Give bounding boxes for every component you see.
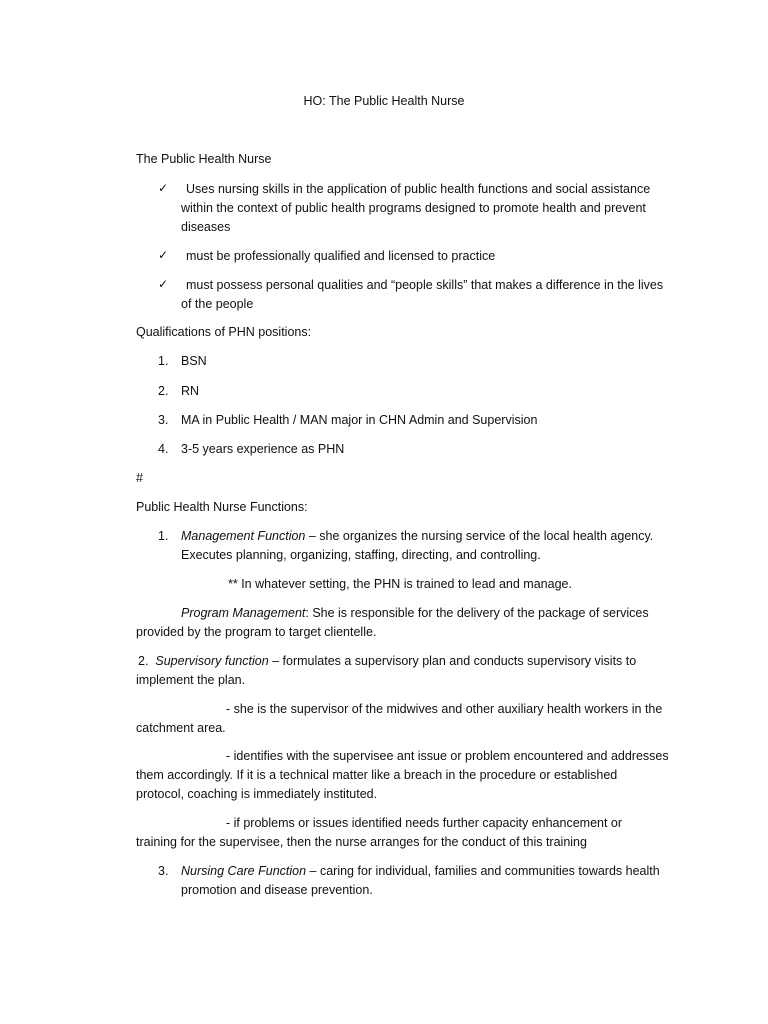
- function-2-sub1-line-1: - she is the supervisor of the midwives and other auxiliary health workers in the: [226, 702, 663, 716]
- qualification-text: MA in Public Health / MAN major in CHN Admin and Supervision: [181, 413, 538, 427]
- page-title: HO: The Public Health Nurse: [303, 94, 465, 108]
- function-2-line-1: [138, 652, 636, 671]
- function-3-line-2: promotion and disease prevention.: [181, 883, 373, 897]
- bullet-3-line-1: must possess personal qualities and “people skills” that makes a difference in the lives: [186, 278, 664, 292]
- function-1-description: – she organizes the nursing service of the local health agency.: [305, 529, 654, 543]
- section-heading-public-health-nurse: The Public Health Nurse: [136, 152, 272, 166]
- function-2-name: Supervisory function: [155, 654, 269, 668]
- function-2-description: – formulates a supervisory plan and conducts supervisory visits to: [268, 654, 637, 668]
- hash-marker: #: [136, 471, 143, 485]
- checkmark-icon: ✓: [158, 181, 169, 195]
- function-1-name: Management Function: [181, 529, 306, 543]
- bullet-1-line-1: Uses nursing skills in the application of public health functions and social assistance: [186, 182, 651, 196]
- qualification-number: 3.: [158, 413, 169, 427]
- qualification-number: 2.: [158, 384, 169, 398]
- qualification-number: 1.: [158, 354, 169, 368]
- program-management-line-1: [181, 604, 649, 623]
- checkmark-icon: ✓: [158, 248, 169, 262]
- function-2-sub1-line-2: catchment area.: [136, 721, 226, 735]
- qualifications-heading: Qualifications of PHN positions:: [136, 325, 312, 339]
- function-2-sub2-line-3: protocol, coaching is immediately instituted.: [136, 787, 378, 801]
- bullet-3-line-2: of the people: [181, 297, 254, 311]
- program-management-name: Program Management: [181, 606, 306, 620]
- function-2-line-2: implement the plan.: [136, 673, 246, 687]
- checkmark-icon: ✓: [158, 277, 169, 291]
- function-2-number: 2.: [138, 654, 149, 668]
- function-1-number: 1.: [158, 529, 169, 543]
- bullet-1-line-3: diseases: [181, 220, 231, 234]
- functions-heading: Public Health Nurse Functions:: [136, 500, 308, 514]
- function-1-note: ** In whatever setting, the PHN is trained to lead and manage.: [228, 577, 572, 591]
- function-1-line-2: Executes planning, organizing, staffing, directing, and controlling.: [181, 548, 541, 562]
- function-2-sub3-line-1: - if problems or issues identified needs further capacity enhancement or: [226, 816, 623, 830]
- program-management-description: : She is responsible for the delivery of the package of services: [305, 606, 649, 620]
- qualification-text: RN: [181, 384, 200, 398]
- function-3-description: – caring for individual, families and communities towards health: [306, 864, 660, 878]
- qualification-text: 3-5 years experience as PHN: [181, 442, 345, 456]
- function-3-name: Nursing Care Function: [181, 864, 307, 878]
- program-management-line-2: provided by the program to target clientelle.: [136, 625, 377, 639]
- function-3-line-1: [181, 862, 660, 881]
- function-3-number: 3.: [158, 864, 169, 878]
- qualification-number: 4.: [158, 442, 169, 456]
- function-2-sub2-line-2: them accordingly. If it is a technical matter like a breach in the procedure or established: [136, 768, 618, 782]
- bullet-2-line-1: must be professionally qualified and licensed to practice: [186, 249, 496, 263]
- qualification-text: BSN: [181, 354, 207, 368]
- function-2-sub2-line-1: - identifies with the supervisee ant issue or problem encountered and addresses: [226, 749, 669, 763]
- function-2-sub3-line-2: training for the supervisee, then the nurse arranges for the conduct of this training: [136, 835, 587, 849]
- bullet-1-line-2: within the context of public health programs designed to promote health and prevent: [181, 201, 646, 215]
- function-1-line-1: [181, 527, 653, 546]
